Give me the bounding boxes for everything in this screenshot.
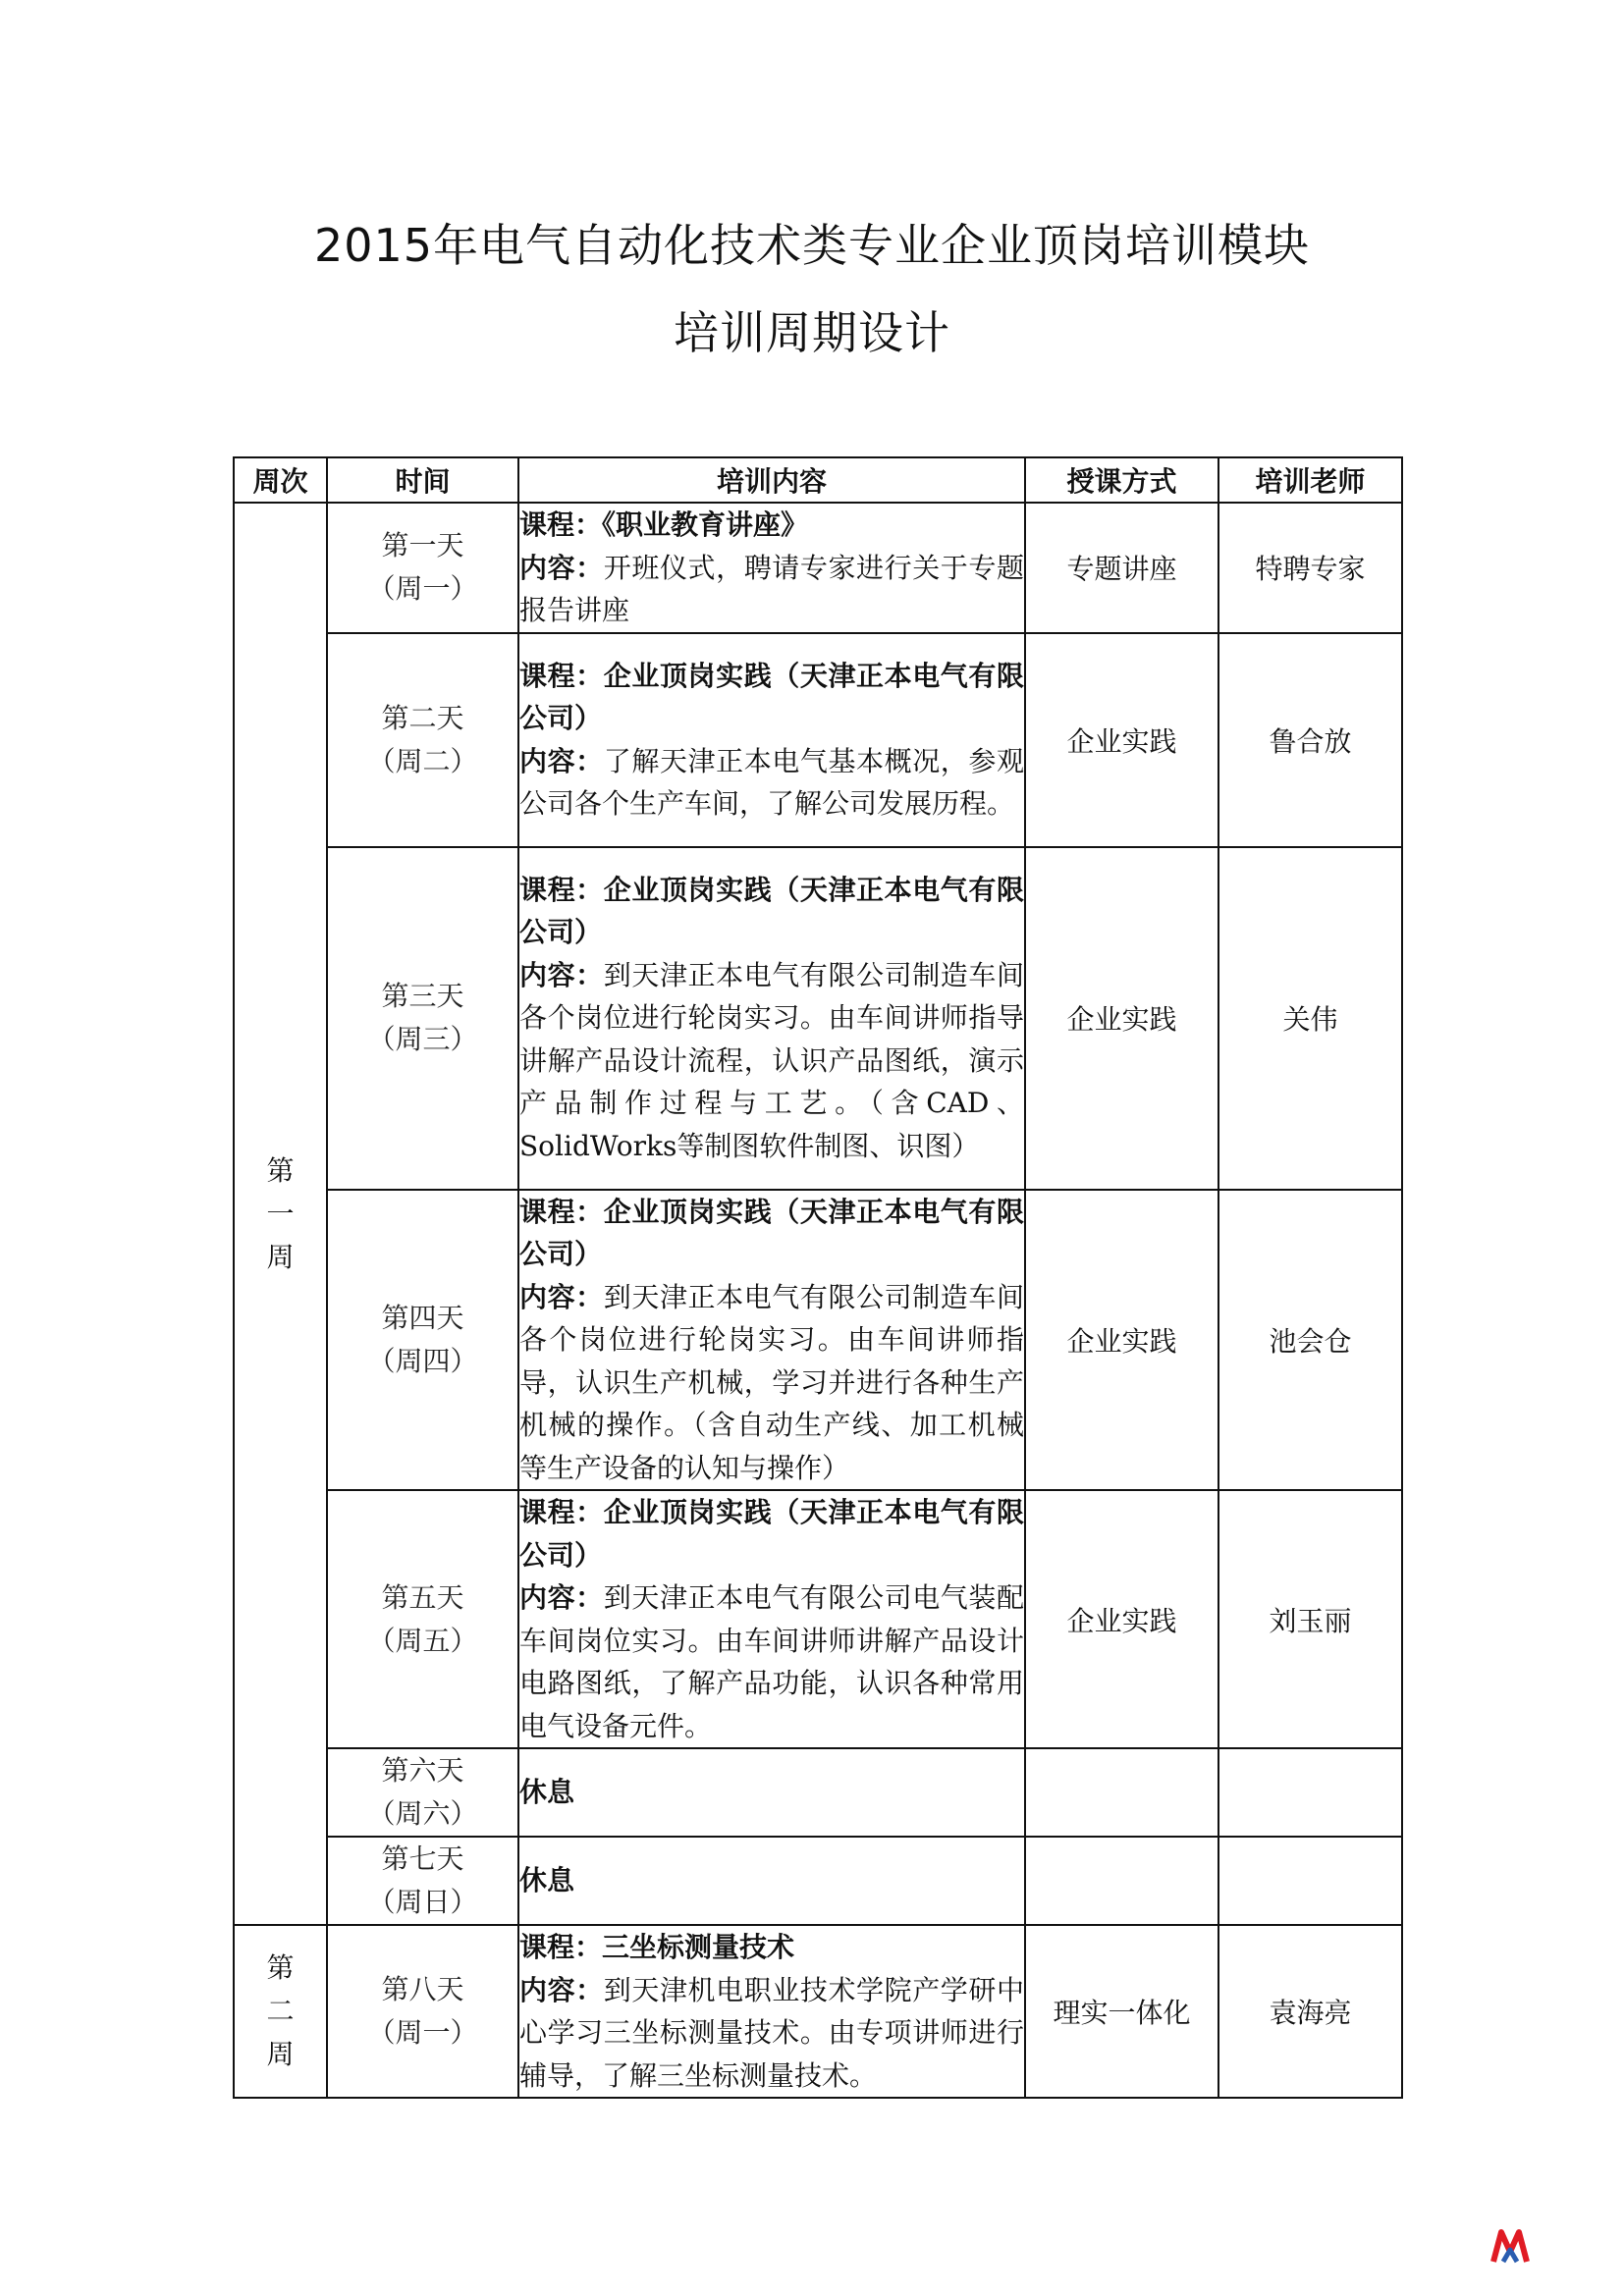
header-method: 授课方式 — [1025, 457, 1218, 503]
content-text: 到天津正本电气有限公司电气装配车间岗位实习。由车间讲师讲解产品设计电路图纸，了解产品功能，认识各种常用电气设备元件。 — [519, 1581, 1024, 1742]
course-label: 课程： — [519, 1195, 604, 1228]
content-label: 内容： — [519, 551, 604, 584]
weekday-label: （周二） — [367, 744, 478, 777]
method-cell: 企业实践 — [1025, 1190, 1218, 1491]
course-label: 课程： — [519, 873, 604, 906]
table-row — [234, 1748, 1402, 1837]
time-cell — [327, 1490, 518, 1748]
week-char: 第 — [266, 1951, 295, 1984]
table-row — [234, 633, 1402, 847]
header-teacher: 培训老师 — [1218, 457, 1402, 503]
content-text: 到天津正本电气有限公司制造车间各个岗位进行轮岗实习。由车间讲师指导讲解产品设计流程，认识产品图纸，演示产品制作过程与工艺。（含CAD、SolidWorks等制图软件制图、识图） — [519, 958, 1024, 1162]
time-cell — [327, 847, 518, 1190]
teacher-cell: 特聘专家 — [1218, 503, 1402, 633]
weekday-label: （周五） — [367, 1624, 478, 1657]
method-cell: 理实一体化 — [1025, 1925, 1218, 2098]
course-label: 课程： — [519, 659, 604, 692]
teacher-cell — [1218, 1837, 1402, 1925]
weekday-label: （周一） — [367, 572, 478, 606]
method-cell: 专题讲座 — [1025, 503, 1218, 633]
header-content: 培训内容 — [518, 457, 1025, 503]
teacher-cell: 袁海亮 — [1218, 1925, 1402, 2098]
day-label: 第一天 — [381, 529, 464, 562]
course-name: 企业顶岗实践（天津正本电气有限公司） — [519, 1496, 1024, 1572]
teacher-cell — [1218, 1748, 1402, 1837]
logo-stroke-red — [1493, 2232, 1527, 2262]
content-label: 内容： — [519, 1581, 604, 1614]
day-label: 第六天 — [381, 1754, 464, 1787]
weekday-label: （周三） — [367, 1023, 478, 1055]
course-name: 企业顶岗实践（天津正本电气有限公司） — [519, 659, 1024, 734]
table-row — [234, 847, 1402, 1190]
week-2-cell — [234, 1925, 327, 2098]
content-label: 内容： — [519, 744, 604, 777]
content-cell — [518, 1748, 1025, 1837]
table-row — [234, 1837, 1402, 1925]
content-cell — [518, 633, 1025, 847]
content-cell — [518, 1837, 1025, 1925]
teacher-cell: 池会仓 — [1218, 1190, 1402, 1491]
weekday-label: （周日） — [367, 1886, 478, 1918]
day-label: 第三天 — [381, 980, 464, 1012]
teacher-cell: 鲁合放 — [1218, 633, 1402, 847]
time-cell — [327, 633, 518, 847]
header-time: 时间 — [327, 457, 518, 503]
weekday-label: （周四） — [367, 1344, 478, 1377]
weekday-label: （周六） — [367, 1797, 478, 1830]
week-char: 二 — [266, 1995, 295, 2027]
table-header-row — [234, 457, 1402, 503]
content-label: 内容： — [519, 1973, 604, 2006]
logo-stroke-blue — [1503, 2250, 1517, 2262]
day-label: 第四天 — [381, 1301, 464, 1334]
content-text: 到天津正本电气有限公司制造车间各个岗位进行轮岗实习。由车间讲师指导，认识生产机械，学习并进行各种生产机械的操作。（含自动生产线、加工机械等生产设备的认知与操作） — [519, 1280, 1024, 1484]
time-cell — [327, 1925, 518, 2098]
weekday-label: （周一） — [367, 2016, 478, 2049]
content-cell — [518, 503, 1025, 633]
content-label: 内容： — [519, 1280, 604, 1313]
course-name: 企业顶岗实践（天津正本电气有限公司） — [519, 1195, 1024, 1270]
content-text: 了解天津正本电气基本概况，参观公司各个生产车间，了解公司发展历程。 — [519, 744, 1024, 820]
week-1-cell — [234, 503, 327, 1925]
week-char: 周 — [266, 2038, 295, 2070]
time-cell — [327, 503, 518, 633]
teacher-cell: 关伟 — [1218, 847, 1402, 1190]
time-cell — [327, 1837, 518, 1925]
course-name: 《职业教育讲座》 — [602, 508, 809, 541]
content-label: 内容： — [519, 958, 604, 991]
teacher-cell: 刘玉丽 — [1218, 1490, 1402, 1748]
content-text: 开班仪式，聘请专家进行关于专题报告讲座 — [519, 551, 1024, 626]
course-label: 课程： — [519, 1931, 603, 1963]
course-name: 三坐标测量技术 — [602, 1931, 795, 1963]
method-cell: 企业实践 — [1025, 1490, 1218, 1748]
table-row — [234, 1925, 1402, 2098]
time-cell — [327, 1748, 518, 1837]
content-cell — [518, 847, 1025, 1190]
method-cell: 企业实践 — [1025, 847, 1218, 1190]
week-char: 第 — [266, 1153, 295, 1187]
day-label: 第八天 — [381, 1973, 464, 2005]
method-cell — [1025, 1837, 1218, 1925]
method-cell: 企业实践 — [1025, 633, 1218, 847]
table-row — [234, 503, 1402, 633]
rest-label: 休息 — [519, 1864, 575, 1897]
course-label: 课程： — [519, 508, 603, 541]
table-row — [234, 1490, 1402, 1748]
content-cell — [518, 1925, 1025, 2098]
course-name: 企业顶岗实践（天津正本电气有限公司） — [519, 873, 1024, 949]
content-cell — [518, 1190, 1025, 1491]
page-title: 2015年电气自动化技术类专业企业顶岗培训模块 — [313, 219, 1311, 272]
day-label: 第二天 — [381, 701, 464, 734]
course-label: 课程： — [519, 1496, 604, 1528]
rest-label: 休息 — [519, 1776, 575, 1809]
table-row — [234, 1190, 1402, 1491]
day-label: 第七天 — [381, 1842, 464, 1875]
content-cell — [518, 1490, 1025, 1748]
week-char: 一 — [266, 1197, 295, 1230]
header-week: 周次 — [234, 457, 327, 503]
day-label: 第五天 — [381, 1580, 464, 1614]
method-cell — [1025, 1748, 1218, 1837]
training-schedule-table — [233, 456, 1403, 2099]
time-cell — [327, 1190, 518, 1491]
m-logo-icon — [1490, 2226, 1534, 2266]
content-text: 到天津机电职业技术学院产学研中心学习三坐标测量技术。由专项讲师进行辅导，了解三坐标测量技术。 — [519, 1973, 1024, 2092]
page-subtitle: 培训周期设计 — [674, 306, 950, 359]
week-char: 周 — [266, 1240, 295, 1273]
